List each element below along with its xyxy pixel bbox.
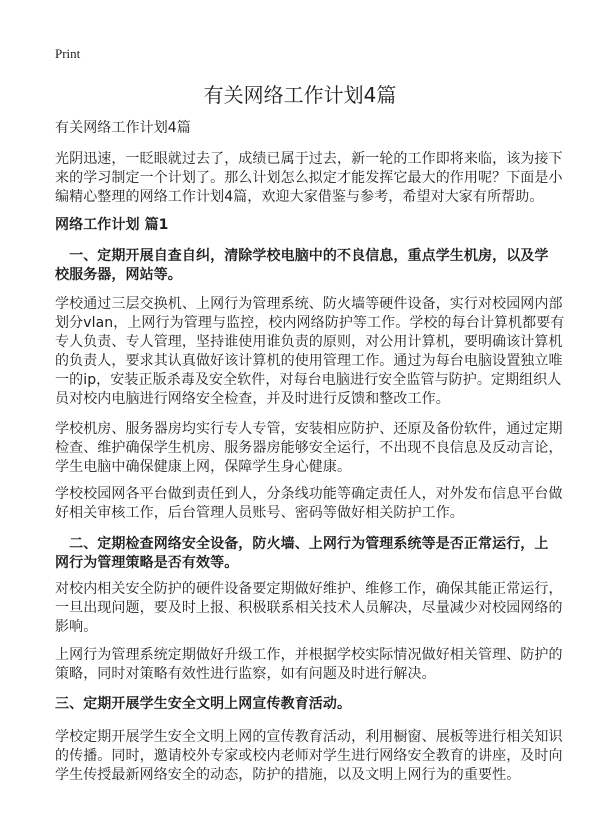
text-line: 对校内相关安全防护的硬件设备要定期做好维护、维修工作，确保其能正常运行，: [55, 581, 563, 597]
text-line: 员对校内电脑进行网络安全检查，并及时进行反馈和整改工作。: [55, 391, 450, 407]
text-line: 的传播。同时，邀请校外专家或校内老师对学生进行网络安全教育的讲座，及时向: [55, 748, 563, 764]
document-subtitle: [55, 119, 555, 138]
text-line: 学校机房、服务器房均实行专人专管，安装相应防护、还原及备份软件，通过定期: [55, 421, 563, 437]
text-line: 学校通过三层交换机、上网行为管理系统、防火墙等硬件设备，实行对校园网内部: [55, 296, 563, 312]
page-title: 有关网络工作计划4篇: [203, 83, 397, 107]
subsection-heading: [55, 695, 555, 714]
paragraph: [55, 728, 563, 785]
text-line: 上网行为管理系统定期做好升级工作，并根据学校实际情况做好相关管理、防护的: [55, 647, 563, 663]
text-line: 学生传授最新网络安全的动态，防护的措施，以及文明上网行为的重要性。: [55, 767, 521, 783]
text-line: 一旦出现问题，要及时上报、积极联系相关技术人员解决，尽量减少对校园网络的: [55, 600, 563, 616]
text-line: 一、定期开展自查自纠，清除学校电脑中的不良信息，重点学生机房，以及学: [55, 248, 549, 264]
text-line: 三、定期开展学生安全文明上网宣传教育活动。: [55, 696, 352, 712]
subsection-heading: [55, 535, 555, 573]
paragraph: [55, 295, 565, 409]
text-line: 校服务器，网站等。: [55, 267, 182, 283]
paragraph: [55, 580, 563, 637]
text-line: 编精心整理的网络工作计划4篇，欢迎大家借鉴与参考，希望对大家有所帮助。: [55, 189, 544, 205]
text-line: 学校校园网各平台做到责任到人，分条线功能等确定责任人，对外发布信息平台做: [55, 486, 563, 502]
text-line: 的负责人，要求其认真做好该计算机的使用管理工作。通过为每台电脑设置独立唯: [55, 353, 563, 369]
text-line: 网行为管理策略是否有效等。: [55, 555, 239, 571]
intro-paragraph: [55, 150, 563, 207]
text-line: 检查、维护确保学生机房、服务器房能够安全运行，不出现不良信息及反动言论，: [55, 440, 563, 456]
text-line: 划分vlan，上网行为管理与监控，校内网络防护等工作。学校的每台计算机都要有: [55, 315, 565, 331]
subtitle-text: 有关网络工作计划4篇: [55, 120, 191, 136]
paragraph: [55, 420, 563, 477]
text-line: 学生电脑中确保健康上网，保障学生身心健康。: [55, 459, 352, 475]
print-link[interactable]: Print: [55, 46, 81, 61]
section-heading: [55, 216, 555, 235]
text-line: 好相关审核工作，后台管理人员账号、密码等做好相关防护工作。: [55, 505, 464, 521]
text-line: 网络工作计划 篇1: [55, 217, 169, 233]
text-line: 光阴迅速，一眨眼就过去了，成绩已属于过去，新一轮的工作即将来临，该为接下: [55, 151, 563, 167]
paragraph: [55, 485, 563, 523]
text-line: 影响。: [55, 619, 98, 635]
text-line: 策略，同时对策略有效性进行监察，如有问题及时进行解决。: [55, 666, 436, 682]
text-line: 一的ip，安装正版杀毒及安全软件，对每台电脑进行安全监管与防护。定期组织人: [55, 372, 562, 388]
paragraph: [55, 646, 563, 684]
text-line: 专人负责、专人管理，坚持谁使用谁负责的原则，对公用计算机，要明确该计算机: [55, 334, 563, 350]
text-line: 二、定期检查网络安全设备，防火墙、上网行为管理系统等是否正常运行，上: [55, 536, 549, 552]
subsection-heading: [55, 247, 555, 285]
text-line: 来的学习制定一个计划了。那么计划怎么拟定才能发挥它最大的作用呢？下面是小: [55, 170, 563, 186]
text-line: 学校定期开展学生安全文明上网的宣传教育活动，利用橱窗、展板等进行相关知识: [55, 729, 563, 745]
